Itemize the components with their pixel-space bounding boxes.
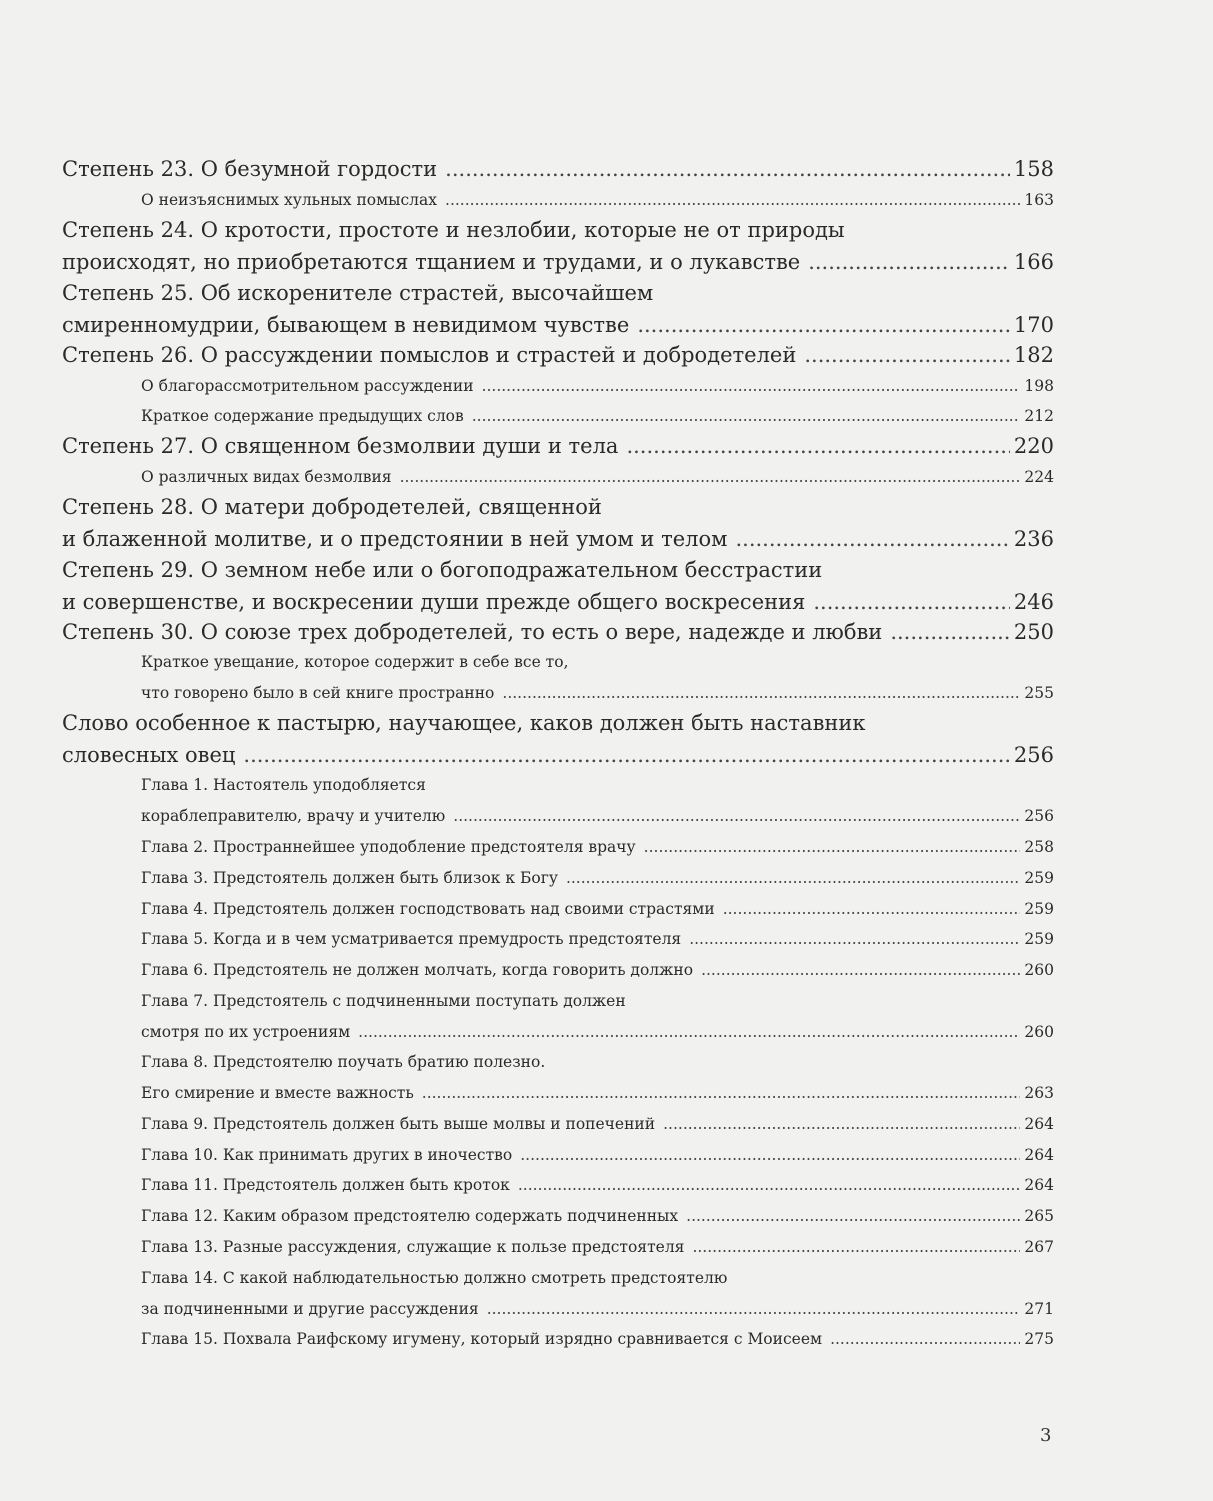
toc-subentry [141,684,1054,702]
toc-page-number: 275 [1024,1330,1054,1348]
dot-leader [637,313,1010,337]
toc-entry-title: Глава 6. Предстоятель не должен молчать, когда говорить должно [141,961,694,979]
toc-page-number: 255 [1024,684,1054,702]
toc-entry-title: Глава 3. Предстоятель должен быть близок к Богу [141,869,558,887]
toc-page-number: 166 [1013,250,1054,274]
dot-leader [502,684,1020,702]
toc-entry-title: Глава 4. Предстоятель должен господствовать над своими страстями [141,900,715,918]
toc-entry-title: Слово особенное к пастырю, научающее, каков должен быть наставник [62,711,866,735]
toc-subentry [141,1330,1054,1348]
toc-subentry [141,377,1054,395]
dot-leader [689,930,1020,948]
toc-subentry [141,1146,1054,1164]
toc-entry [62,434,1054,458]
toc-page-number: 198 [1024,377,1054,395]
toc-subentry [141,407,1054,425]
dot-leader [453,807,1020,825]
toc-subentry [141,807,1054,825]
toc-entry [62,558,1054,582]
toc-page-number: 224 [1024,468,1054,486]
toc-entry-title: Глава 11. Предстоятель должен быть кроток [141,1176,510,1194]
toc-page-number: 259 [1024,930,1054,948]
toc-entry-title: и совершенстве, и воскресении души прежде общего воскресения [62,590,806,614]
dot-leader [692,1238,1020,1256]
toc-entry-title: Глава 8. Предстоятелю поучать братию полезно. [141,1053,546,1071]
toc-entry [62,281,1054,305]
dot-leader [804,343,1010,367]
toc-subentry [141,961,1054,979]
toc-entry-title: кораблеправителю, врачу и учителю [141,807,446,825]
dot-leader [686,1207,1020,1225]
toc-subentry [141,1023,1054,1041]
toc-entry-title: словесных овец [62,743,236,767]
dot-leader [626,434,1009,458]
toc-entry-title: Глава 5. Когда и в чем усматривается премудрость предстоятеля [141,930,682,948]
toc-page-number: 250 [1013,620,1054,644]
toc-subentry [141,1238,1054,1256]
toc-entry-title: Степень 24. О кротости, простоте и незлобии, которые не от природы [62,218,845,242]
toc-subentry [141,930,1054,948]
toc-page-number: 259 [1024,900,1054,918]
toc-entry-title: Краткое содержание предыдущих слов [141,407,464,425]
dot-leader [358,1023,1020,1041]
toc-entry-title: что говорено было в сей книге пространно [141,684,495,702]
toc-entry-title: Глава 7. Предстоятель с подчиненными поступать должен [141,992,626,1010]
toc-entry-title: О неизъяснимых хульных помыслах [141,191,438,209]
toc-entry-title: Степень 29. О земном небе или о богоподражательном бесстрастии [62,558,823,582]
toc-entry-title: Степень 26. О рассуждении помыслов и страстей и добродетелей [62,343,797,367]
toc-subentry [141,1269,1054,1287]
toc-entry [62,620,1054,644]
toc-subentry [141,653,1054,671]
toc-subentry [141,1115,1054,1133]
toc-page-number: 264 [1024,1115,1054,1133]
dot-leader [644,838,1021,856]
dot-leader [701,961,1020,979]
toc-entry-title: Глава 9. Предстоятель должен быть выше молвы и попечений [141,1115,656,1133]
toc-page-number: 265 [1024,1207,1054,1225]
dot-leader [566,869,1020,887]
toc-page-number: 256 [1013,743,1054,767]
toc-page-number: 258 [1024,838,1054,856]
dot-leader [813,590,1010,614]
toc-page-number: 170 [1013,313,1054,337]
toc-entry-title: Глава 2. Пространнейшее уподобление предстоятеля врачу [141,838,636,856]
toc-entry-title: Глава 12. Каким образом предстоятелю содержать подчиненных [141,1207,679,1225]
toc-page-number: 256 [1024,807,1054,825]
toc-entry-title: за подчиненными и другие рассуждения [141,1300,479,1318]
toc-subentry [141,869,1054,887]
toc-entry [62,343,1054,367]
dot-leader [400,468,1021,486]
toc-page-number: 260 [1024,1023,1054,1041]
toc-page-number: 246 [1013,590,1054,614]
toc-subentry [141,1300,1054,1318]
toc-page-number: 158 [1013,157,1054,181]
toc-page-number: 220 [1013,434,1054,458]
toc-entry-title: Глава 1. Настоятель уподобляется [141,776,426,794]
dot-leader [890,620,1010,644]
toc-entry [62,495,1054,519]
toc-entry-title: и блаженной молитве, и о предстоянии в ней умом и телом [62,527,728,551]
toc-page-number: 271 [1024,1300,1054,1318]
dot-leader [243,743,1010,767]
dot-leader [830,1330,1020,1348]
dot-leader [518,1176,1021,1194]
dot-leader [808,250,1010,274]
dot-leader [445,157,1010,181]
toc-entry [62,313,1054,337]
dot-leader [472,407,1021,425]
toc-entry [62,527,1054,551]
toc-subentry [141,1084,1054,1102]
toc-entry [62,157,1054,181]
toc-entry-title: происходят, но приобретаются тщанием и трудами, и о лукавстве [62,250,801,274]
toc-entry-title: Степень 25. Об искоренителе страстей, высочайшем [62,281,654,305]
toc-entry-title: Степень 30. О союзе трех добродетелей, то есть о вере, надежде и любви [62,620,883,644]
toc-page-number: 267 [1024,1238,1054,1256]
toc-subentry [141,468,1054,486]
dot-leader [445,191,1020,209]
toc-page-number: 212 [1024,407,1054,425]
toc-entry-title: Его смирение и вместе важность [141,1084,414,1102]
toc-entry-title: О различных видах безмолвия [141,468,392,486]
toc-subentry [141,900,1054,918]
toc-page-number: 182 [1013,343,1054,367]
toc-entry [62,711,1054,735]
toc-entry-title: Глава 14. С какой наблюдательностью должно смотреть предстоятелю [141,1269,728,1287]
toc-subentry [141,1053,1054,1071]
toc-subentry [141,992,1054,1010]
dot-leader [735,527,1009,551]
toc-entry [62,743,1054,767]
toc-subentry [141,838,1054,856]
toc-page-number: 236 [1013,527,1054,551]
dot-leader [482,377,1021,395]
toc-entry-title: смиренномудрии, бывающем в невидимом чувстве [62,313,630,337]
toc-entry-title: Глава 13. Разные рассуждения, служащие к пользе предстоятеля [141,1238,685,1256]
toc-entry-title: Степень 28. О матери добродетелей, священной [62,495,602,519]
dot-leader [663,1115,1020,1133]
toc-entry-title: Степень 27. О священном безмолвии души и тела [62,434,619,458]
toc-entry [62,590,1054,614]
toc-subentry [141,1176,1054,1194]
toc-page-number: 264 [1024,1146,1054,1164]
toc-page-number: 163 [1024,191,1054,209]
toc-entry-title: Степень 23. О безумной гордости [62,157,438,181]
toc-subentry [141,191,1054,209]
toc-entry-title: смотря по их устроениям [141,1023,351,1041]
toc-entry [62,250,1054,274]
page-number: 3 [1040,1425,1052,1446]
toc-page-number: 260 [1024,961,1054,979]
toc-entry-title: Глава 15. Похвала Раифскому игумену, который изрядно сравнивается с Моисеем [141,1330,823,1348]
toc-subentry [141,776,1054,794]
toc-page-number: 264 [1024,1176,1054,1194]
dot-leader [723,900,1021,918]
dot-leader [520,1146,1020,1164]
toc-entry-title: Глава 10. Как принимать других в иночество [141,1146,513,1164]
dot-leader [487,1300,1021,1318]
toc-subentry [141,1207,1054,1225]
dot-leader [422,1084,1021,1102]
toc-page-number: 259 [1024,869,1054,887]
toc-entry [62,218,1054,242]
toc-entry-title: О благорассмотрительном рассуждении [141,377,474,395]
toc-page-number: 263 [1024,1084,1054,1102]
toc-entry-title: Краткое увещание, которое содержит в себе все то, [141,653,569,671]
